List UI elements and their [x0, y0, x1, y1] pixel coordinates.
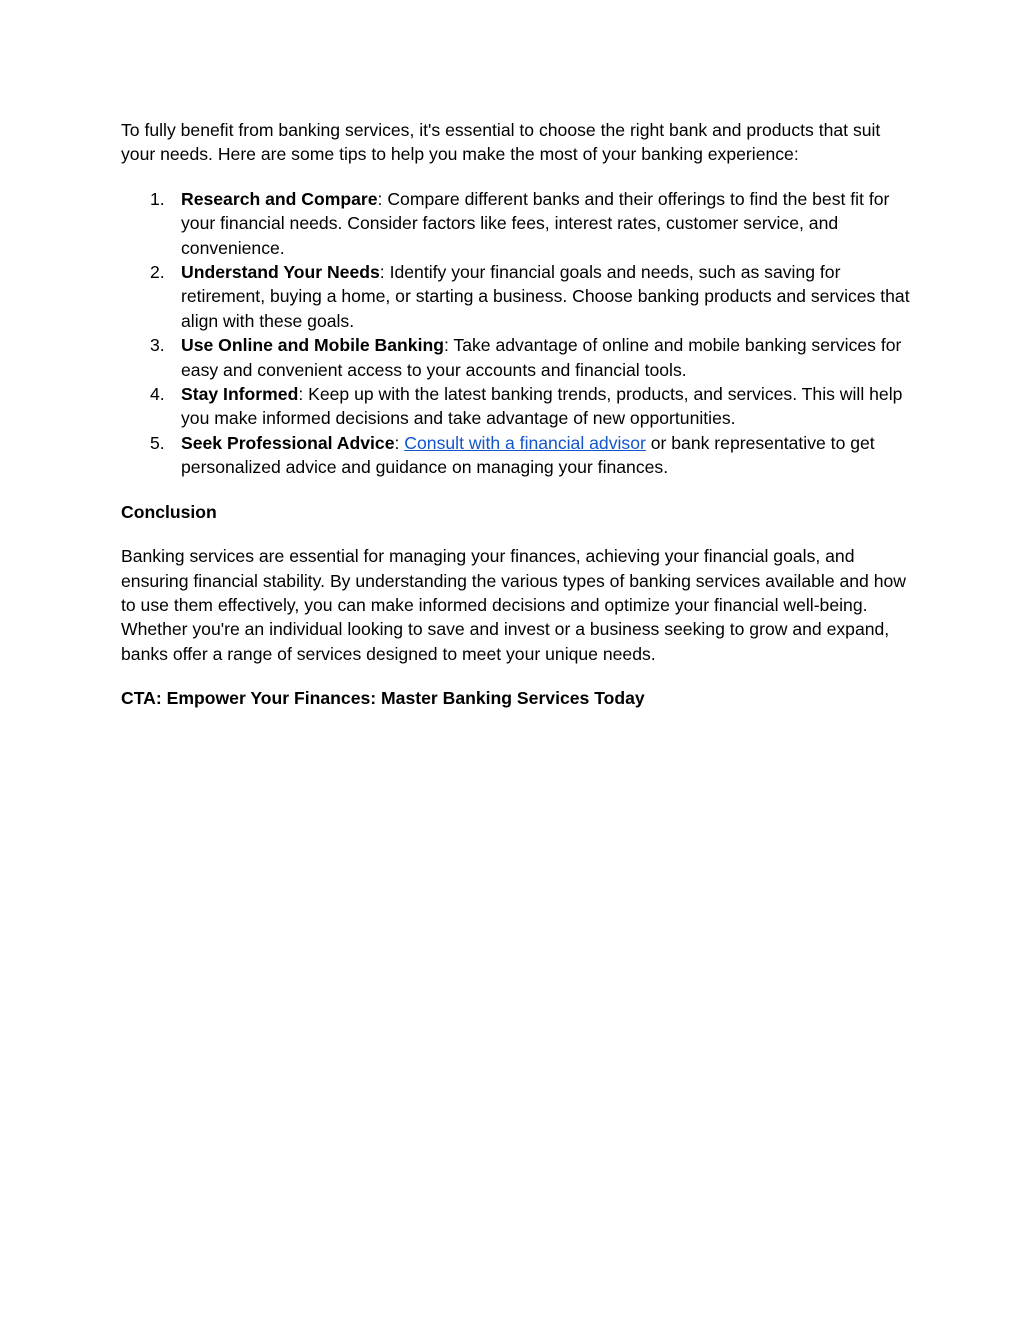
tip-item	[121, 382, 911, 431]
tip-term: Research and Compare	[181, 188, 378, 209]
tip-text: Keep up with the latest banking trends, products, and services. This will help you make informed decisions and take advantage of new opportunities.	[181, 384, 903, 429]
tip-item	[121, 431, 911, 480]
tip-term: Seek Professional Advice	[181, 432, 395, 453]
tip-item	[121, 260, 911, 333]
tip-number: 3.	[150, 335, 165, 356]
tip-term: Use Online and Mobile Banking	[181, 335, 444, 356]
tip-text: or bank representative to get personalized advice and guidance on managing your finances.	[181, 432, 875, 478]
intro-paragraph: To fully benefit from banking services, it's essential to choose the right bank and products that suit your needs. Here are some tips to help you make the most of your banking experience:	[121, 120, 881, 165]
tip-text: Take advantage of online and mobile banking services for easy and convenient access to your accounts and financial tools.	[181, 335, 902, 380]
tip-item	[121, 187, 911, 260]
cta-heading: CTA: Empower Your Finances: Master Banking Services Today	[121, 688, 645, 709]
tip-separator: :	[298, 384, 304, 405]
tips-list	[121, 187, 911, 480]
tip-text: Compare different banks and their offerings to find the best fit for your financial needs. Consider factors like fees, interest rates, customer service, and convenience.	[181, 188, 890, 258]
conclusion-heading: Conclusion	[121, 501, 217, 522]
conclusion-paragraph: Banking services are essential for managing your finances, achieving your financial goals, and ensuring financial stability. By understanding the various types of banking services available and how to use them effectively, you can make informed decisions and optimize your financial well-being. Whether you're an individual looking to save and invest or a business seeking to grow and expand, banks offer a range of services designed to meet your unique needs.	[121, 546, 907, 664]
financial-advisor-link[interactable]: Consult with a financial advisor	[404, 432, 646, 453]
tip-text: Identify your financial goals and needs, such as saving for retirement, buying a home, or starting a business. Choose banking products and services that align with these goals.	[181, 262, 910, 331]
tip-term: Understand Your Needs	[181, 262, 380, 283]
tip-item	[121, 333, 911, 382]
tip-number: 1.	[150, 188, 165, 209]
tip-number: 4.	[150, 384, 165, 405]
tip-separator: :	[394, 432, 405, 453]
tip-number: 5.	[150, 432, 165, 453]
document-page	[121, 118, 911, 711]
tip-separator: :	[379, 262, 385, 283]
tip-separator: :	[443, 335, 449, 356]
tip-number: 2.	[150, 262, 165, 283]
tip-separator: :	[377, 188, 383, 209]
tip-term: Stay Informed	[181, 384, 299, 405]
